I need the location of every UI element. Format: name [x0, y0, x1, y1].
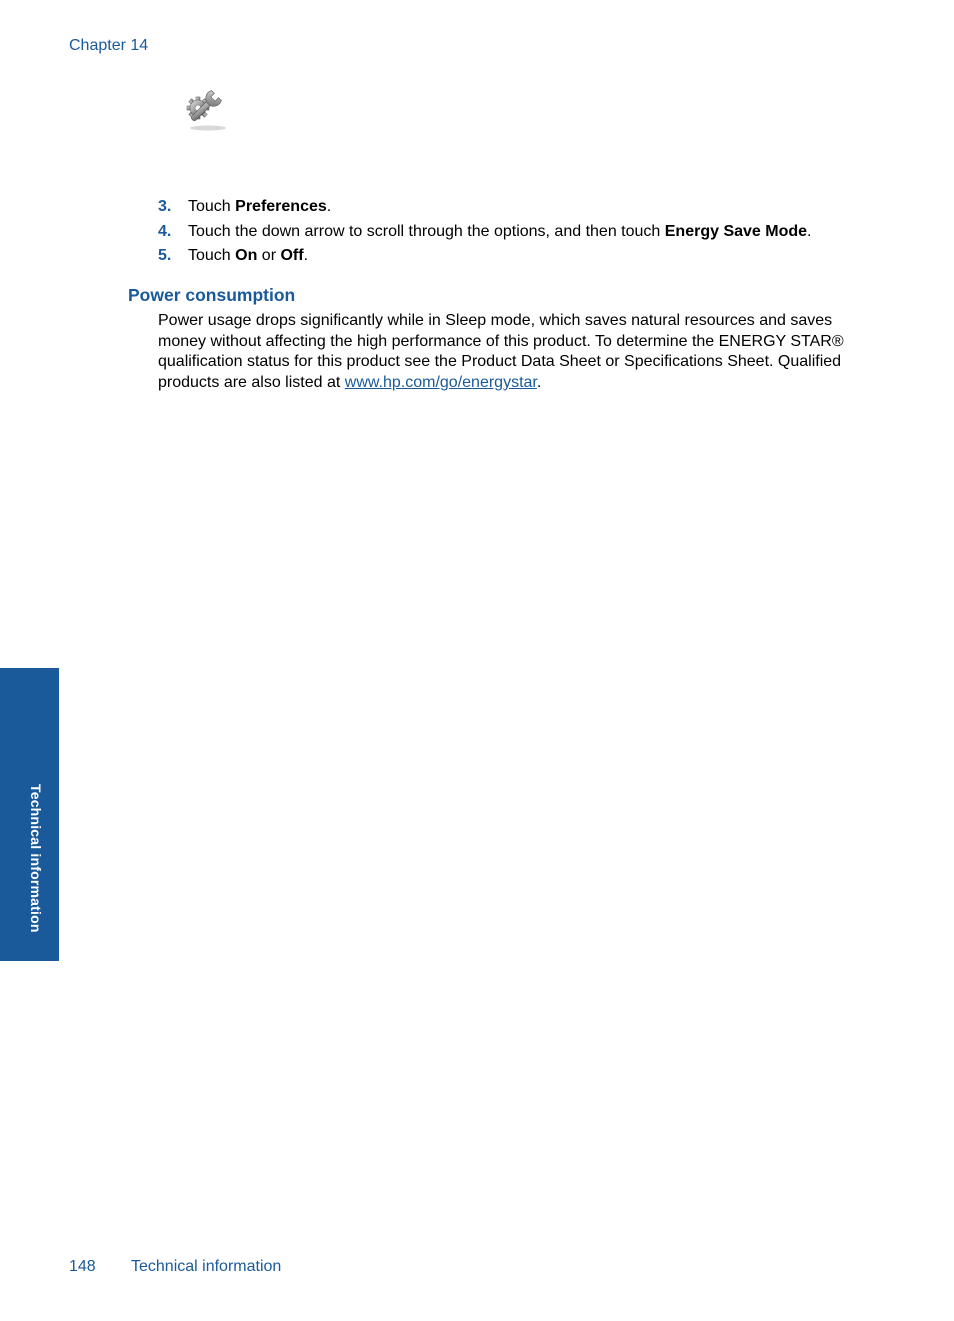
- step-4: [158, 222, 878, 247]
- step-text: Touch On or Off.: [188, 247, 309, 264]
- page-number: 148: [69, 1258, 96, 1275]
- step-3: [158, 197, 878, 222]
- side-tab-label: Technical information: [28, 784, 44, 933]
- steps-list: [158, 197, 878, 271]
- step-text: Touch Preferences.: [188, 198, 332, 215]
- footer-title: Technical information: [131, 1258, 282, 1275]
- ui-term: Energy Save Mode: [664, 222, 808, 240]
- ui-term: Preferences: [235, 198, 327, 215]
- step-5: [158, 246, 878, 271]
- step-number: 4.: [158, 222, 172, 240]
- section-paragraph: Power usage drops significantly while in Sleep mode, which saves natural resources and saves money without affecting the high performance of this product. To determine the ENERGY STAR® qualification status for this product see the Product Data Sheet or Specifications Sheet. Qualified products are also listed at www.hp.com/go/energystar.: [158, 312, 844, 391]
- setup-tools-icon: [184, 82, 232, 132]
- ui-term: On: [235, 247, 258, 264]
- step-number: 5.: [158, 247, 172, 264]
- step-number: 3.: [158, 198, 172, 215]
- section-heading: Power consumption: [128, 285, 296, 305]
- chapter-header: Chapter 14: [69, 37, 149, 54]
- energystar-link[interactable]: www.hp.com/go/energystar: [344, 373, 537, 391]
- ui-term: Off: [280, 247, 304, 264]
- step-text: Touch the down arrow to scroll through the options, and then touch Energy Save Mode.: [188, 222, 812, 240]
